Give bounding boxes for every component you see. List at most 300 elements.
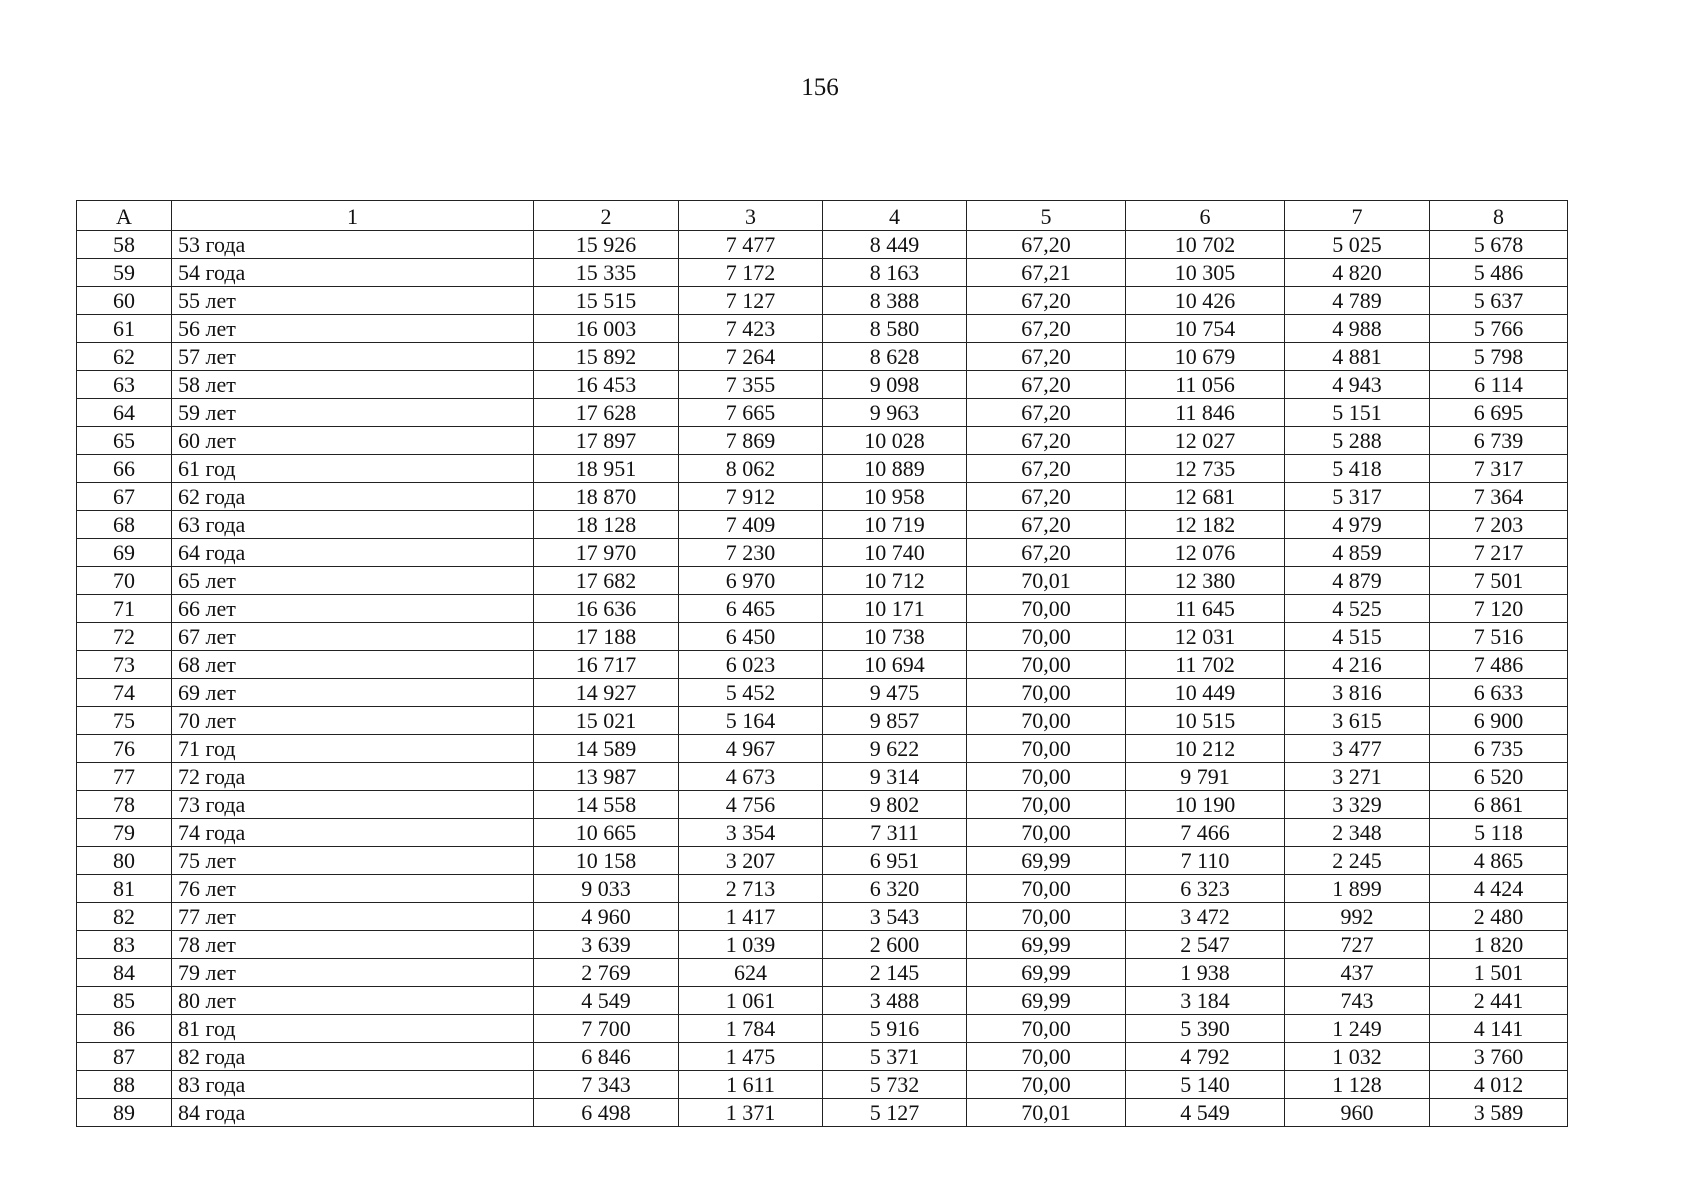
value-cell: 6 023 [679, 651, 823, 679]
value-cell: 70,00 [967, 903, 1126, 931]
age-label-cell: 53 года [172, 231, 534, 259]
value-cell: 10 679 [1126, 343, 1285, 371]
age-label-cell: 83 года [172, 1071, 534, 1099]
value-cell: 5 486 [1430, 259, 1568, 287]
age-label-cell: 64 года [172, 539, 534, 567]
value-cell: 9 475 [823, 679, 967, 707]
value-cell: 67,20 [967, 455, 1126, 483]
value-cell: 3 472 [1126, 903, 1285, 931]
value-cell: 67,20 [967, 287, 1126, 315]
value-cell: 5 151 [1285, 399, 1430, 427]
value-cell: 5 164 [679, 707, 823, 735]
table-row [77, 1015, 1568, 1043]
value-cell: 70,00 [967, 679, 1126, 707]
value-cell: 7 230 [679, 539, 823, 567]
value-cell: 15 515 [534, 287, 679, 315]
value-cell: 14 927 [534, 679, 679, 707]
age-label-cell: 60 лет [172, 427, 534, 455]
value-cell: 3 477 [1285, 735, 1430, 763]
value-cell: 4 515 [1285, 623, 1430, 651]
value-cell: 7 700 [534, 1015, 679, 1043]
value-cell: 67,20 [967, 371, 1126, 399]
value-cell: 4 881 [1285, 343, 1430, 371]
value-cell: 9 791 [1126, 763, 1285, 791]
row-number-cell: 70 [77, 567, 172, 595]
value-cell: 4 859 [1285, 539, 1430, 567]
value-cell: 2 713 [679, 875, 823, 903]
age-label-cell: 69 лет [172, 679, 534, 707]
value-cell: 70,00 [967, 595, 1126, 623]
value-cell: 9 857 [823, 707, 967, 735]
header-cell-a: А [77, 201, 172, 231]
row-number-cell: 72 [77, 623, 172, 651]
value-cell: 7 516 [1430, 623, 1568, 651]
value-cell: 6 739 [1430, 427, 1568, 455]
value-cell: 7 477 [679, 231, 823, 259]
age-label-cell: 72 года [172, 763, 534, 791]
value-cell: 8 449 [823, 231, 967, 259]
row-number-cell: 80 [77, 847, 172, 875]
age-label-cell: 65 лет [172, 567, 534, 595]
value-cell: 10 158 [534, 847, 679, 875]
value-cell: 5 452 [679, 679, 823, 707]
age-label-cell: 73 года [172, 791, 534, 819]
value-cell: 70,00 [967, 707, 1126, 735]
row-number-cell: 81 [77, 875, 172, 903]
table-row [77, 791, 1568, 819]
value-cell: 5 371 [823, 1043, 967, 1071]
row-number-cell: 78 [77, 791, 172, 819]
row-number-cell: 64 [77, 399, 172, 427]
value-cell: 16 003 [534, 315, 679, 343]
value-cell: 6 450 [679, 623, 823, 651]
value-cell: 1 611 [679, 1071, 823, 1099]
value-cell: 12 380 [1126, 567, 1285, 595]
row-number-cell: 66 [77, 455, 172, 483]
value-cell: 6 846 [534, 1043, 679, 1071]
value-cell: 67,20 [967, 511, 1126, 539]
table-row [77, 931, 1568, 959]
value-cell: 17 897 [534, 427, 679, 455]
value-cell: 10 449 [1126, 679, 1285, 707]
age-label-cell: 55 лет [172, 287, 534, 315]
value-cell: 70,00 [967, 1015, 1126, 1043]
age-label-cell: 54 года [172, 259, 534, 287]
value-cell: 5 732 [823, 1071, 967, 1099]
value-cell: 11 846 [1126, 399, 1285, 427]
value-cell: 1 032 [1285, 1043, 1430, 1071]
table-row [77, 763, 1568, 791]
value-cell: 70,00 [967, 1071, 1126, 1099]
value-cell: 1 061 [679, 987, 823, 1015]
age-label-cell: 81 год [172, 1015, 534, 1043]
age-label-cell: 74 года [172, 819, 534, 847]
value-cell: 2 547 [1126, 931, 1285, 959]
value-cell: 4 820 [1285, 259, 1430, 287]
row-number-cell: 61 [77, 315, 172, 343]
table-row [77, 231, 1568, 259]
value-cell: 12 076 [1126, 539, 1285, 567]
table-row [77, 651, 1568, 679]
value-cell: 5 798 [1430, 343, 1568, 371]
value-cell: 6 633 [1430, 679, 1568, 707]
value-cell: 7 869 [679, 427, 823, 455]
value-cell: 9 622 [823, 735, 967, 763]
value-cell: 70,00 [967, 791, 1126, 819]
value-cell: 6 465 [679, 595, 823, 623]
value-cell: 18 951 [534, 455, 679, 483]
value-cell: 67,20 [967, 483, 1126, 511]
value-cell: 15 335 [534, 259, 679, 287]
value-cell: 3 488 [823, 987, 967, 1015]
header-cell-6: 6 [1126, 201, 1285, 231]
row-number-cell: 67 [77, 483, 172, 511]
value-cell: 67,20 [967, 343, 1126, 371]
value-cell: 7 364 [1430, 483, 1568, 511]
value-cell: 14 558 [534, 791, 679, 819]
value-cell: 10 754 [1126, 315, 1285, 343]
age-label-cell: 78 лет [172, 931, 534, 959]
age-label-cell: 62 года [172, 483, 534, 511]
value-cell: 1 501 [1430, 959, 1568, 987]
value-cell: 5 025 [1285, 231, 1430, 259]
value-cell: 10 958 [823, 483, 967, 511]
value-cell: 3 329 [1285, 791, 1430, 819]
value-cell: 17 682 [534, 567, 679, 595]
value-cell: 5 288 [1285, 427, 1430, 455]
table-row [77, 539, 1568, 567]
value-cell: 12 182 [1126, 511, 1285, 539]
value-cell: 69,99 [967, 987, 1126, 1015]
header-cell-7: 7 [1285, 201, 1430, 231]
row-number-cell: 63 [77, 371, 172, 399]
value-cell: 1 128 [1285, 1071, 1430, 1099]
value-cell: 6 735 [1430, 735, 1568, 763]
row-number-cell: 79 [77, 819, 172, 847]
row-number-cell: 69 [77, 539, 172, 567]
value-cell: 11 702 [1126, 651, 1285, 679]
value-cell: 992 [1285, 903, 1430, 931]
row-number-cell: 75 [77, 707, 172, 735]
value-cell: 624 [679, 959, 823, 987]
age-label-cell: 63 года [172, 511, 534, 539]
value-cell: 3 760 [1430, 1043, 1568, 1071]
header-cell-3: 3 [679, 201, 823, 231]
table-row [77, 371, 1568, 399]
row-number-cell: 62 [77, 343, 172, 371]
value-cell: 7 264 [679, 343, 823, 371]
value-cell: 1 475 [679, 1043, 823, 1071]
value-cell: 70,00 [967, 1043, 1126, 1071]
table-row [77, 623, 1568, 651]
row-number-cell: 68 [77, 511, 172, 539]
value-cell: 3 184 [1126, 987, 1285, 1015]
row-number-cell: 59 [77, 259, 172, 287]
row-number-cell: 85 [77, 987, 172, 1015]
value-cell: 10 515 [1126, 707, 1285, 735]
header-cell-2: 2 [534, 201, 679, 231]
age-label-cell: 82 года [172, 1043, 534, 1071]
table-row [77, 1071, 1568, 1099]
table-row [77, 735, 1568, 763]
value-cell: 7 912 [679, 483, 823, 511]
value-cell: 11 056 [1126, 371, 1285, 399]
row-number-cell: 58 [77, 231, 172, 259]
value-cell: 12 027 [1126, 427, 1285, 455]
value-cell: 4 967 [679, 735, 823, 763]
age-label-cell: 79 лет [172, 959, 534, 987]
value-cell: 70,01 [967, 1099, 1126, 1127]
value-cell: 9 802 [823, 791, 967, 819]
row-number-cell: 87 [77, 1043, 172, 1071]
value-cell: 743 [1285, 987, 1430, 1015]
value-cell: 727 [1285, 931, 1430, 959]
table-row [77, 1043, 1568, 1071]
header-cell-5: 5 [967, 201, 1126, 231]
value-cell: 10 665 [534, 819, 679, 847]
value-cell: 12 681 [1126, 483, 1285, 511]
value-cell: 6 520 [1430, 763, 1568, 791]
value-cell: 7 665 [679, 399, 823, 427]
data-table [76, 200, 1568, 1127]
value-cell: 7 110 [1126, 847, 1285, 875]
table-row [77, 707, 1568, 735]
value-cell: 67,20 [967, 427, 1126, 455]
value-cell: 15 892 [534, 343, 679, 371]
row-number-cell: 60 [77, 287, 172, 315]
value-cell: 2 480 [1430, 903, 1568, 931]
value-cell: 1 784 [679, 1015, 823, 1043]
value-cell: 6 861 [1430, 791, 1568, 819]
value-cell: 1 371 [679, 1099, 823, 1127]
value-cell: 7 311 [823, 819, 967, 847]
age-label-cell: 66 лет [172, 595, 534, 623]
value-cell: 4 943 [1285, 371, 1430, 399]
table-row [77, 343, 1568, 371]
value-cell: 7 501 [1430, 567, 1568, 595]
value-cell: 1 417 [679, 903, 823, 931]
value-cell: 4 792 [1126, 1043, 1285, 1071]
table-row [77, 483, 1568, 511]
value-cell: 10 702 [1126, 231, 1285, 259]
age-label-cell: 61 год [172, 455, 534, 483]
table-row [77, 455, 1568, 483]
value-cell: 4 789 [1285, 287, 1430, 315]
value-cell: 8 628 [823, 343, 967, 371]
table-row [77, 959, 1568, 987]
value-cell: 9 098 [823, 371, 967, 399]
value-cell: 10 719 [823, 511, 967, 539]
age-label-cell: 59 лет [172, 399, 534, 427]
row-number-cell: 77 [77, 763, 172, 791]
value-cell: 16 453 [534, 371, 679, 399]
table-body [77, 201, 1568, 1127]
value-cell: 437 [1285, 959, 1430, 987]
table-row [77, 819, 1568, 847]
table-row [77, 567, 1568, 595]
value-cell: 10 212 [1126, 735, 1285, 763]
value-cell: 7 120 [1430, 595, 1568, 623]
value-cell: 70,01 [967, 567, 1126, 595]
value-cell: 4 549 [534, 987, 679, 1015]
value-cell: 8 580 [823, 315, 967, 343]
value-cell: 3 354 [679, 819, 823, 847]
value-cell: 4 141 [1430, 1015, 1568, 1043]
value-cell: 3 615 [1285, 707, 1430, 735]
value-cell: 2 600 [823, 931, 967, 959]
value-cell: 7 172 [679, 259, 823, 287]
value-cell: 2 245 [1285, 847, 1430, 875]
value-cell: 5 127 [823, 1099, 967, 1127]
value-cell: 9 033 [534, 875, 679, 903]
value-cell: 70,00 [967, 875, 1126, 903]
value-cell: 67,20 [967, 539, 1126, 567]
row-number-cell: 83 [77, 931, 172, 959]
value-cell: 2 145 [823, 959, 967, 987]
value-cell: 10 694 [823, 651, 967, 679]
value-cell: 17 188 [534, 623, 679, 651]
table-row [77, 987, 1568, 1015]
value-cell: 3 207 [679, 847, 823, 875]
value-cell: 1 039 [679, 931, 823, 959]
table-row [77, 287, 1568, 315]
value-cell: 10 738 [823, 623, 967, 651]
value-cell: 3 639 [534, 931, 679, 959]
value-cell: 16 717 [534, 651, 679, 679]
age-label-cell: 57 лет [172, 343, 534, 371]
value-cell: 12 735 [1126, 455, 1285, 483]
value-cell: 5 317 [1285, 483, 1430, 511]
value-cell: 10 028 [823, 427, 967, 455]
value-cell: 5 140 [1126, 1071, 1285, 1099]
value-cell: 6 114 [1430, 371, 1568, 399]
value-cell: 15 021 [534, 707, 679, 735]
value-cell: 3 816 [1285, 679, 1430, 707]
value-cell: 70,00 [967, 735, 1126, 763]
value-cell: 3 589 [1430, 1099, 1568, 1127]
value-cell: 12 031 [1126, 623, 1285, 651]
value-cell: 7 466 [1126, 819, 1285, 847]
age-label-cell: 56 лет [172, 315, 534, 343]
row-number-cell: 88 [77, 1071, 172, 1099]
value-cell: 4 424 [1430, 875, 1568, 903]
value-cell: 69,99 [967, 959, 1126, 987]
value-cell: 67,20 [967, 231, 1126, 259]
value-cell: 1 249 [1285, 1015, 1430, 1043]
value-cell: 4 879 [1285, 567, 1430, 595]
value-cell: 10 190 [1126, 791, 1285, 819]
age-label-cell: 77 лет [172, 903, 534, 931]
table-row [77, 875, 1568, 903]
value-cell: 9 314 [823, 763, 967, 791]
age-label-cell: 68 лет [172, 651, 534, 679]
value-cell: 9 963 [823, 399, 967, 427]
value-cell: 6 695 [1430, 399, 1568, 427]
value-cell: 5 766 [1430, 315, 1568, 343]
value-cell: 6 323 [1126, 875, 1285, 903]
table-row [77, 679, 1568, 707]
age-label-cell: 70 лет [172, 707, 534, 735]
table-row [77, 315, 1568, 343]
value-cell: 6 900 [1430, 707, 1568, 735]
table-row [77, 847, 1568, 875]
value-cell: 4 525 [1285, 595, 1430, 623]
table-row [77, 259, 1568, 287]
value-cell: 3 543 [823, 903, 967, 931]
value-cell: 10 426 [1126, 287, 1285, 315]
header-cell-1: 1 [172, 201, 534, 231]
value-cell: 67,20 [967, 399, 1126, 427]
table-row [77, 511, 1568, 539]
row-number-cell: 73 [77, 651, 172, 679]
table-row [77, 399, 1568, 427]
row-number-cell: 65 [77, 427, 172, 455]
value-cell: 10 889 [823, 455, 967, 483]
value-cell: 5 678 [1430, 231, 1568, 259]
value-cell: 7 127 [679, 287, 823, 315]
value-cell: 7 486 [1430, 651, 1568, 679]
age-label-cell: 76 лет [172, 875, 534, 903]
value-cell: 70,00 [967, 651, 1126, 679]
age-label-cell: 71 год [172, 735, 534, 763]
row-number-cell: 74 [77, 679, 172, 707]
value-cell: 7 343 [534, 1071, 679, 1099]
value-cell: 4 865 [1430, 847, 1568, 875]
value-cell: 4 756 [679, 791, 823, 819]
table-row [77, 1099, 1568, 1127]
header-cell-4: 4 [823, 201, 967, 231]
value-cell: 7 409 [679, 511, 823, 539]
value-cell: 17 970 [534, 539, 679, 567]
age-label-cell: 75 лет [172, 847, 534, 875]
value-cell: 70,00 [967, 763, 1126, 791]
value-cell: 7 423 [679, 315, 823, 343]
value-cell: 5 390 [1126, 1015, 1285, 1043]
table-row [77, 595, 1568, 623]
value-cell: 67,20 [967, 315, 1126, 343]
value-cell: 69,99 [967, 931, 1126, 959]
value-cell: 5 637 [1430, 287, 1568, 315]
row-number-cell: 84 [77, 959, 172, 987]
value-cell: 69,99 [967, 847, 1126, 875]
value-cell: 7 317 [1430, 455, 1568, 483]
value-cell: 8 163 [823, 259, 967, 287]
table-row [77, 427, 1568, 455]
row-number-cell: 82 [77, 903, 172, 931]
value-cell: 5 916 [823, 1015, 967, 1043]
row-number-cell: 86 [77, 1015, 172, 1043]
age-label-cell: 67 лет [172, 623, 534, 651]
header-cell-8: 8 [1430, 201, 1568, 231]
value-cell: 14 589 [534, 735, 679, 763]
value-cell: 960 [1285, 1099, 1430, 1127]
value-cell: 5 418 [1285, 455, 1430, 483]
value-cell: 4 549 [1126, 1099, 1285, 1127]
value-cell: 10 712 [823, 567, 967, 595]
value-cell: 4 988 [1285, 315, 1430, 343]
value-cell: 6 498 [534, 1099, 679, 1127]
value-cell: 7 355 [679, 371, 823, 399]
value-cell: 2 348 [1285, 819, 1430, 847]
value-cell: 70,00 [967, 819, 1126, 847]
value-cell: 4 673 [679, 763, 823, 791]
value-cell: 15 926 [534, 231, 679, 259]
row-number-cell: 89 [77, 1099, 172, 1127]
value-cell: 10 305 [1126, 259, 1285, 287]
table-header-row [77, 201, 1568, 231]
value-cell: 18 128 [534, 511, 679, 539]
value-cell: 8 388 [823, 287, 967, 315]
